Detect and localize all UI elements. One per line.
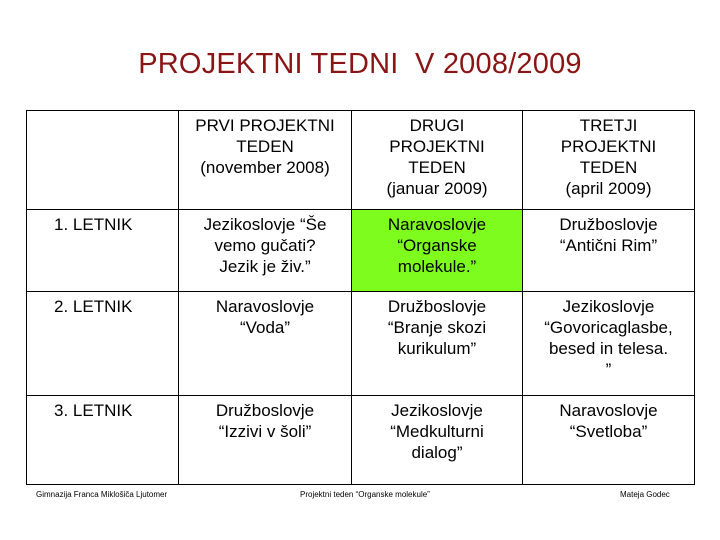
footer-school: Gimnazija Franca Miklošiča Ljutomer — [36, 490, 168, 499]
page-title: PROJEKTNI TEDNI V 2008/2009 — [138, 48, 582, 80]
table-row — [27, 292, 695, 396]
footer-project: Projektni teden “Organske molekule” — [300, 490, 430, 499]
table-cell: Jezikoslovje “Medkulturni dialog” — [352, 396, 523, 485]
projects-table — [26, 110, 695, 485]
table-cell: Družboslovje “Branje skozi kurikulum” — [352, 292, 523, 396]
table-cell: Naravoslovje “Svetloba” — [523, 396, 695, 485]
corner-cell — [27, 111, 179, 210]
header-row — [27, 111, 695, 210]
footer-author: Mateja Godec — [620, 490, 670, 499]
table-cell: Jezikoslovje “Govoricaglasbe, besed in telesa. ” — [523, 292, 695, 396]
table-row — [27, 210, 695, 292]
row-label: 2. LETNIK — [27, 292, 179, 396]
table-cell: Družboslovje “Izzivi v šoli” — [179, 396, 352, 485]
header-cell: DRUGI PROJEKTNI TEDEN (januar 2009) — [352, 111, 523, 210]
header-cell: TRETJI PROJEKTNI TEDEN (april 2009) — [523, 111, 695, 210]
table-cell: Jezikoslovje “Še vemo gučati? Jezik je živ.” — [179, 210, 352, 292]
header-cell: PRVI PROJEKTNI TEDEN (november 2008) — [179, 111, 352, 210]
row-label: 1. LETNIK — [27, 210, 179, 292]
row-label: 3. LETNIK — [27, 396, 179, 485]
table-cell: Naravoslovje “Voda” — [179, 292, 352, 396]
table-cell: Družboslovje “Antični Rim” — [523, 210, 695, 292]
highlighted-cell: Naravoslovje “Organske molekule.” — [352, 210, 523, 292]
table-row — [27, 396, 695, 485]
